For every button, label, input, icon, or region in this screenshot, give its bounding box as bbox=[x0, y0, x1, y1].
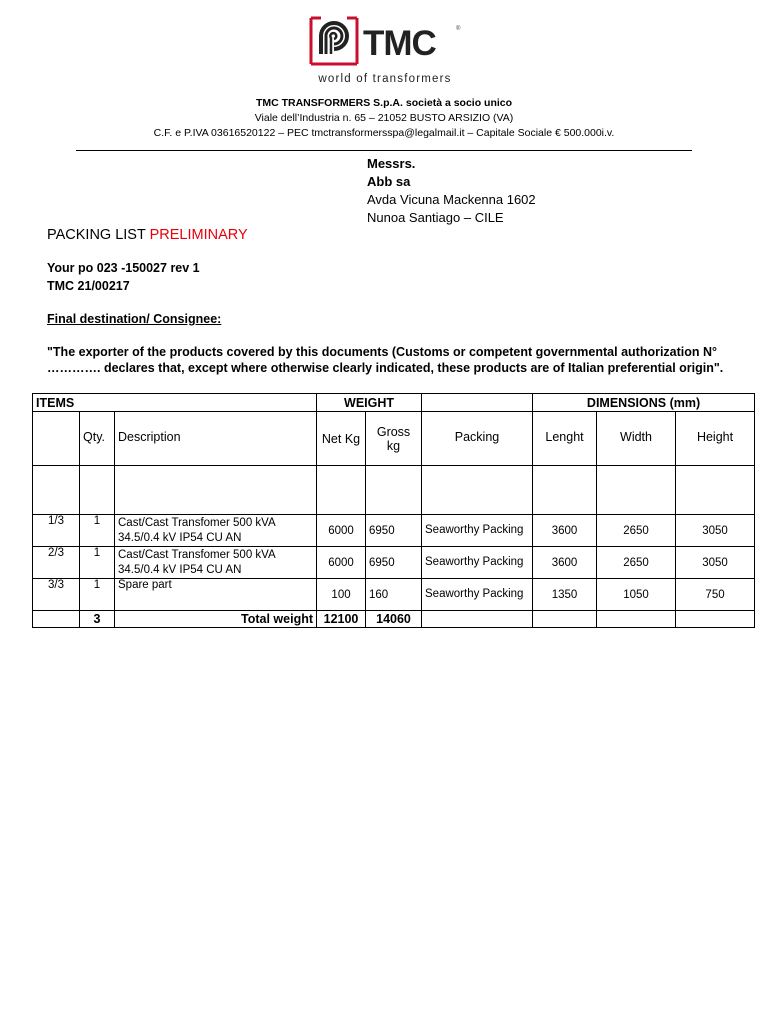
height-column-header: Height bbox=[676, 412, 755, 466]
tmc-logo-mark-icon bbox=[309, 16, 359, 66]
weight-header: WEIGHT bbox=[317, 394, 422, 412]
height-cell: 750 bbox=[676, 579, 755, 611]
totals-height-cell bbox=[676, 611, 755, 628]
dimensions-header: DIMENSIONS (mm) bbox=[533, 394, 755, 412]
document-title bbox=[47, 227, 248, 243]
totals-row bbox=[33, 611, 755, 628]
packing-group-cell bbox=[422, 394, 533, 412]
company-name: TMC TRANSFORMERS S.p.A. società a socio unico bbox=[255, 97, 513, 109]
net-kg-column-header: Net Kg bbox=[317, 412, 366, 466]
group-header-row bbox=[33, 394, 755, 412]
addressee-salutation: Messrs. bbox=[367, 156, 416, 171]
tmc-logo bbox=[308, 16, 468, 88]
description-cell: Cast/Cast Transfomer 500 kVA 34.5/0.4 kV IP54 CU AN bbox=[115, 547, 317, 579]
addressee-name: Abb sa bbox=[367, 174, 411, 189]
company-fiscal-info: C.F. e P.IVA 03616520122 – PEC tmctransformersspa@legalmail.it – Capitale Sociale € 500.000i.v. bbox=[153, 127, 615, 139]
item-cell: 3/3 bbox=[33, 579, 80, 611]
width-cell: 2650 bbox=[597, 547, 676, 579]
net-cell: 100 bbox=[317, 579, 366, 611]
height-cell: 3050 bbox=[676, 515, 755, 547]
origin-statement: "The exporter of the products covered by this documents (Customs or competent governmental authorization N° …………. declares that, except where otherwise clearly indicated, these products are of Italian preferential origin". bbox=[47, 345, 724, 375]
length-cell: 3600 bbox=[533, 547, 597, 579]
gross-cell: 6950 bbox=[366, 515, 422, 547]
addressee-street: Avda Vicuna Mackenna 1602 bbox=[367, 192, 536, 207]
net-cell: 6000 bbox=[317, 515, 366, 547]
reference-block bbox=[47, 259, 200, 295]
title-main: PACKING LIST bbox=[47, 227, 150, 243]
table-row bbox=[33, 547, 755, 579]
logo-wordmark: TMC bbox=[363, 24, 436, 63]
height-cell: 3050 bbox=[676, 547, 755, 579]
registered-mark: ® bbox=[456, 26, 461, 32]
packing-table bbox=[32, 393, 755, 628]
table-row bbox=[33, 515, 755, 547]
header-divider bbox=[76, 150, 692, 151]
packing-cell: Seaworthy Packing bbox=[422, 547, 533, 579]
totals-item-cell bbox=[33, 611, 80, 628]
qty-cell: 1 bbox=[80, 579, 115, 611]
width-cell: 2650 bbox=[597, 515, 676, 547]
gross-kg-column-header: Gross kg bbox=[366, 412, 422, 466]
total-net-cell: 12100 bbox=[317, 611, 366, 628]
packing-cell: Seaworthy Packing bbox=[422, 579, 533, 611]
gross-cell: 6950 bbox=[366, 547, 422, 579]
length-column-header: Lenght bbox=[533, 412, 597, 466]
logo-tagline: world of transformers bbox=[318, 73, 452, 85]
totals-packing-cell bbox=[422, 611, 533, 628]
qty-column-header: Qty. bbox=[80, 412, 115, 466]
totals-width-cell bbox=[597, 611, 676, 628]
tmc-reference: TMC 21/00217 bbox=[47, 279, 130, 293]
company-header bbox=[0, 96, 768, 141]
po-reference: Your po 023 -150027 rev 1 bbox=[47, 261, 200, 275]
company-address: Viale dell’Industria n. 65 – 21052 BUSTO ARSIZIO (VA) bbox=[254, 112, 514, 124]
item-cell: 2/3 bbox=[33, 547, 80, 579]
table-row bbox=[33, 579, 755, 611]
description-cell: Spare part bbox=[115, 579, 317, 611]
destination-label: Final destination/ Consignee: bbox=[47, 312, 222, 326]
column-header-row bbox=[33, 412, 755, 466]
length-cell: 3600 bbox=[533, 515, 597, 547]
description-cell: Cast/Cast Transfomer 500 kVA 34.5/0.4 kV IP54 CU AN bbox=[115, 515, 317, 547]
items-header: ITEMS bbox=[33, 394, 317, 412]
item-cell: 1/3 bbox=[33, 515, 80, 547]
gross-cell: 160 bbox=[366, 579, 422, 611]
item-column-header bbox=[33, 412, 80, 466]
width-column-header: Width bbox=[597, 412, 676, 466]
title-preliminary: PRELIMINARY bbox=[149, 227, 248, 243]
totals-length-cell bbox=[533, 611, 597, 628]
total-weight-label: Total weight bbox=[115, 611, 317, 628]
packing-cell: Seaworthy Packing bbox=[422, 515, 533, 547]
length-cell: 1350 bbox=[533, 579, 597, 611]
total-gross-cell: 14060 bbox=[366, 611, 422, 628]
packing-column-header: Packing bbox=[422, 412, 533, 466]
net-cell: 6000 bbox=[317, 547, 366, 579]
spacer-row bbox=[33, 466, 755, 515]
addressee-block bbox=[367, 155, 536, 227]
width-cell: 1050 bbox=[597, 579, 676, 611]
total-qty-cell: 3 bbox=[80, 611, 115, 628]
description-column-header: Description bbox=[115, 412, 317, 466]
qty-cell: 1 bbox=[80, 515, 115, 547]
qty-cell: 1 bbox=[80, 547, 115, 579]
addressee-city: Nunoa Santiago – CILE bbox=[367, 210, 504, 225]
